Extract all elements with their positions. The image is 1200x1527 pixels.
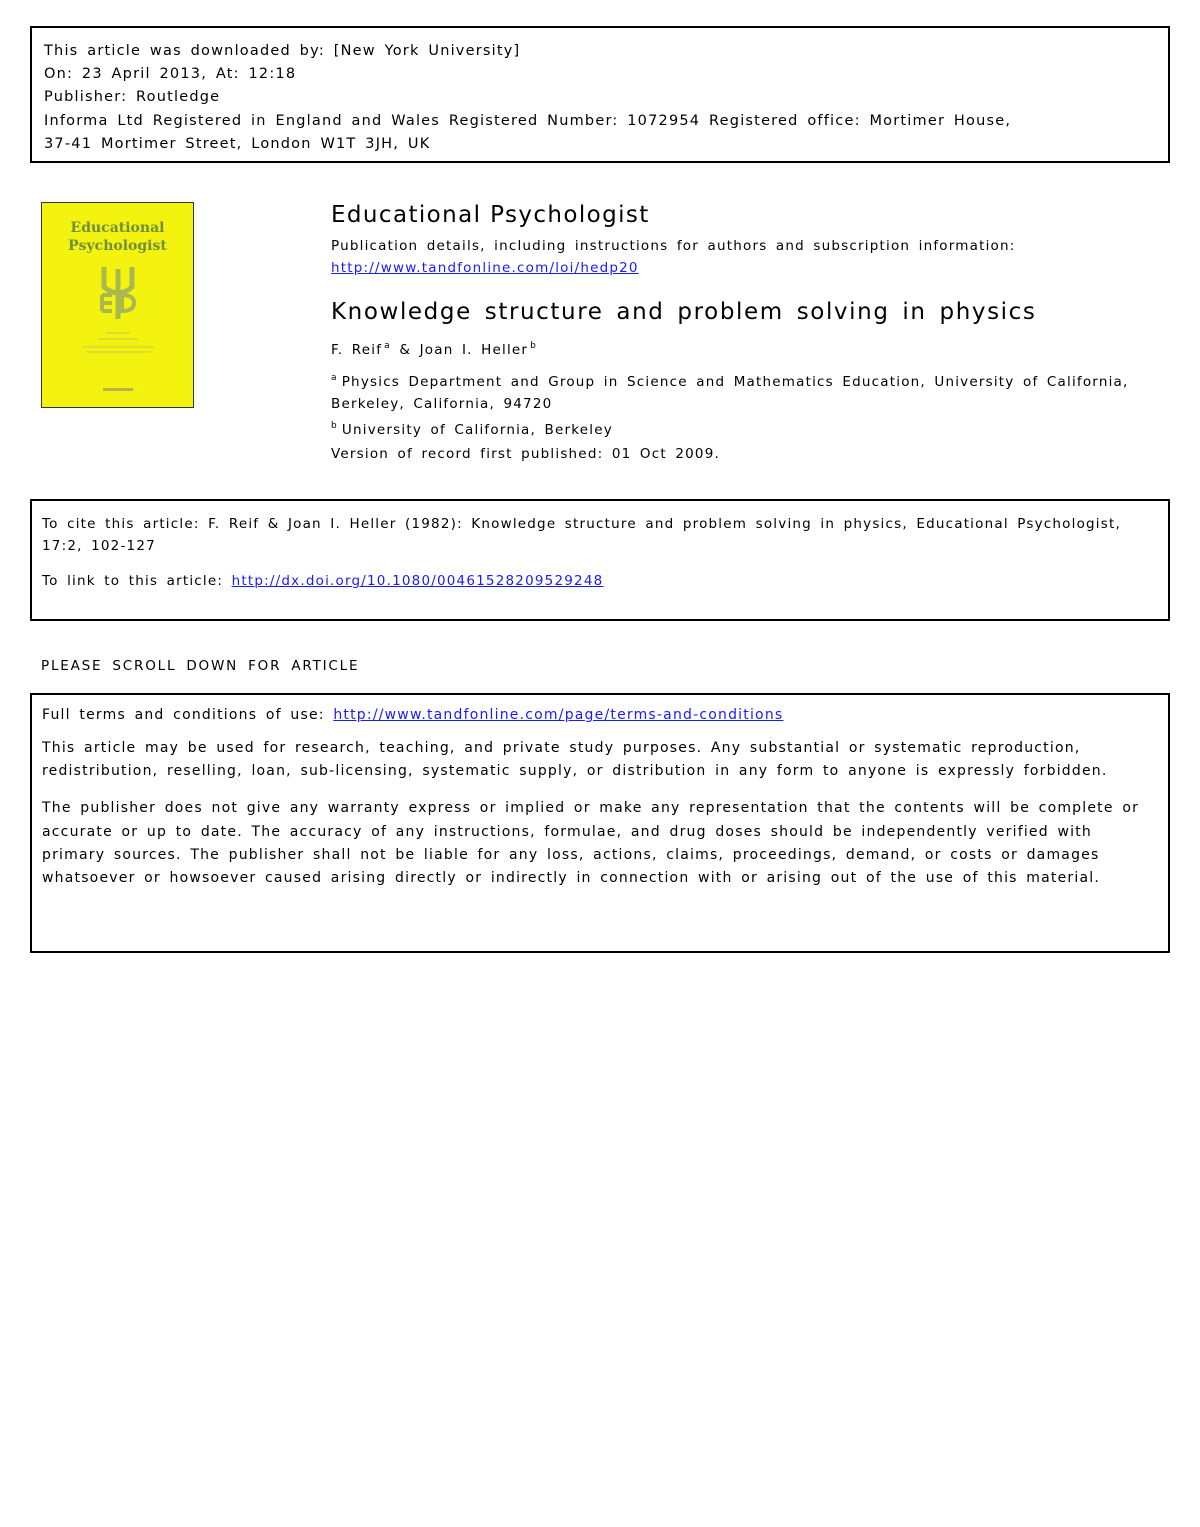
author-name: Joan I. Heller	[419, 342, 529, 358]
terms-box	[30, 693, 1170, 953]
version-of-record: Version of record first published: 01 Oct 2009.	[331, 446, 720, 462]
affiliation-mark: b	[331, 421, 338, 431]
affiliation-b	[331, 422, 613, 438]
scroll-notice: PLEASE SCROLL DOWN FOR ARTICLE	[41, 658, 360, 674]
affiliation-a	[331, 371, 1171, 415]
journal-title: Educational Psychologist	[331, 202, 650, 228]
cover-text-lines	[68, 329, 168, 369]
citation-box	[30, 499, 1170, 621]
download-date-line: On: 23 April 2013, At: 12:18	[44, 66, 297, 83]
terms-label: Full terms and conditions of use:	[42, 707, 325, 723]
citation-text: To cite this article: F. Reif & Joan I. Heller (1982): Knowledge structure and problem solving in physics, Educational Psychologist, 17:2, 102-127	[42, 516, 1121, 554]
publisher-line: Publisher: Routledge	[44, 89, 221, 106]
author-separator: &	[399, 342, 412, 358]
terms-link[interactable]: http://www.tandfonline.com/page/terms-and-conditions	[333, 707, 784, 723]
journal-url-link[interactable]: http://www.tandfonline.com/loi/hedp20	[331, 260, 639, 276]
address-line: 37-41 Mortimer Street, London W1T 3JH, UK	[44, 135, 431, 152]
cover-title-line: Educational	[70, 220, 165, 236]
affiliation-mark: a	[384, 341, 391, 351]
author-name: F. Reif	[331, 342, 383, 358]
affiliation-text: Physics Department and Group in Science and Mathematics Education, University of California, Berkeley, California, 94720	[331, 374, 1129, 412]
terms-line	[42, 707, 1158, 723]
authors-line	[331, 342, 537, 358]
article-link-line	[42, 573, 1158, 589]
affiliation-mark: a	[331, 373, 338, 383]
article-link-label: To link to this article:	[42, 573, 224, 589]
cover-title	[42, 219, 193, 255]
affiliation-text: University of California, Berkeley	[341, 422, 613, 438]
usage-paragraph: This article may be used for research, teaching, and private study purposes. Any substantial or systematic reproduction, redistribution, reselling, loan, sub-licensing, systematic supply, or distribution in any form to anyone is expressly forbidden.	[42, 740, 1108, 780]
registration-line: Informa Ltd Registered in England and Wales Registered Number: 1072954 Registered office: Mortimer House,	[44, 112, 1012, 129]
cover-publisher-logo	[103, 386, 133, 394]
disclaimer-paragraph: The publisher does not give any warranty express or implied or make any representation that the contents will be complete or accurate or up to date. The accuracy of any instructions, formulae, and drug doses should be independently verified with primary sources. The publisher shall not be liable for any loss, actions, claims, proceedings, demand, or costs or damages whatsoever or howsoever caused arising directly or indirectly in connection with or arising out of the use of this material.	[42, 800, 1140, 887]
cover-title-line: Psychologist	[68, 238, 167, 254]
download-info-line: This article was downloaded by: [New York University]	[44, 43, 521, 59]
cover-logo-icon	[98, 265, 138, 321]
journal-cover-image	[41, 202, 194, 408]
affiliation-mark: b	[530, 341, 538, 351]
download-info-box	[30, 26, 1170, 163]
doi-link[interactable]: http://dx.doi.org/10.1080/00461528209529248	[231, 573, 604, 589]
article-title: Knowledge structure and problem solving in physics	[331, 299, 1037, 325]
publication-details-label: Publication details, including instructions for authors and subscription information:	[331, 238, 1016, 254]
